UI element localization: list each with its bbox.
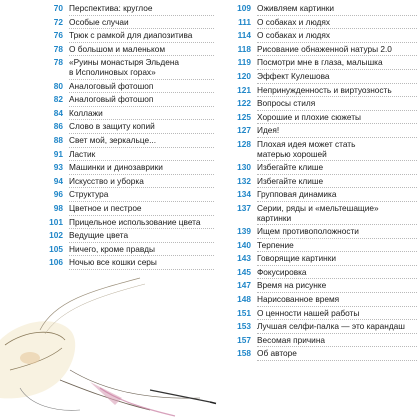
- toc-page-number: 158: [237, 348, 251, 359]
- toc-entry: [232, 293, 417, 307]
- toc-entry: [232, 138, 417, 161]
- toc-title: О собаках и людях: [257, 30, 330, 41]
- toc-page-number: 72: [53, 16, 63, 27]
- toc-left-column: [44, 2, 214, 270]
- toc-entry: [44, 134, 214, 148]
- toc-entry: [232, 307, 417, 321]
- toc-title: Терпение: [257, 239, 294, 250]
- toc-entry: [232, 97, 417, 111]
- toc-page-number: 118: [237, 43, 251, 54]
- toc-title: Аналоговый фотошоп: [69, 94, 154, 105]
- toc-entry: [44, 80, 214, 94]
- toc-title: Вопросы стиля: [257, 98, 316, 109]
- toc-title: Фокусировка: [257, 266, 307, 277]
- toc-entry: [232, 43, 417, 57]
- toc-entry: [232, 29, 417, 43]
- toc-title: Ночью все кошки серы: [69, 257, 157, 268]
- toc-page-number: 143: [237, 253, 251, 264]
- toc-page-number: 148: [237, 294, 251, 305]
- toc-page-number: 96: [53, 189, 63, 200]
- toc-page-number: 134: [237, 189, 251, 200]
- toc-title: Ведущие цвета: [69, 230, 129, 241]
- toc-page-number: 145: [237, 266, 251, 277]
- toc-entry: [232, 334, 417, 348]
- toc-title: Цветное и пестрое: [69, 202, 142, 213]
- toc-page-number: 125: [237, 111, 251, 122]
- toc-entry: [44, 148, 214, 162]
- toc-entry: [232, 320, 417, 334]
- toc-page-number: 70: [53, 3, 63, 13]
- toc-page-number: 130: [237, 162, 251, 173]
- toc-entry: [44, 107, 214, 121]
- toc-page-number: 84: [53, 107, 63, 118]
- toc-title: Непринужденность и виртуозность: [257, 84, 392, 95]
- toc-title: Структура: [69, 189, 109, 200]
- toc-page-number: 78: [53, 43, 63, 54]
- toc-title: Время на рисунке: [257, 280, 327, 291]
- toc-entry: [44, 120, 214, 134]
- toc-title: Идея!: [257, 125, 280, 136]
- toc-entry: [232, 16, 417, 30]
- toc-page-number: 80: [53, 80, 63, 91]
- toc-title: О ценности нашей работы: [257, 307, 360, 318]
- toc-page-number: 78: [53, 57, 63, 68]
- toc-page-number: 127: [237, 125, 251, 136]
- toc-entry: [232, 111, 417, 125]
- toc-page-number: 137: [237, 202, 251, 213]
- toc-entry: [44, 43, 214, 57]
- toc-page-number: 147: [237, 280, 251, 291]
- toc-entry: [232, 202, 417, 225]
- toc-page-number: 122: [237, 98, 251, 109]
- toc-entry: [232, 84, 417, 98]
- toc-title: Плохая идея может стать матерью хорошей: [257, 138, 356, 159]
- toc-title: Машинки и динозаврики: [69, 162, 163, 173]
- toc-title: О собаках и людях: [257, 16, 330, 27]
- toc-page-number: 153: [237, 321, 251, 332]
- toc-page-number: 132: [237, 175, 251, 186]
- toc-title: Оживляем картинки: [257, 3, 334, 13]
- toc-page-number: 139: [237, 226, 251, 237]
- toc-page-number: 94: [53, 175, 63, 186]
- toc-page-number: 76: [53, 30, 63, 41]
- toc-title: Посмотри мне в глаза, малышка: [257, 57, 383, 68]
- toc-entry: [232, 161, 417, 175]
- sketch-illustration-icon: [0, 270, 230, 420]
- toc-entry: [44, 161, 214, 175]
- toc-entry: [44, 243, 214, 257]
- toc-entry: [232, 225, 417, 239]
- toc-page-number: 157: [237, 334, 251, 345]
- toc-title: «Руины монастыря Эльдена в Исполиновых горах»: [69, 57, 180, 77]
- toc-page-number: 121: [237, 84, 251, 95]
- toc-title: Особые случаи: [69, 16, 129, 27]
- toc-title: Хорошие и плохие сюжеты: [257, 111, 362, 122]
- toc-entry: [232, 70, 417, 84]
- toc-page-number: 106: [49, 257, 63, 268]
- toc-title: Рисование обнаженной натуры 2.0: [257, 43, 392, 54]
- toc-title: Трюк с рамкой для диапозитива: [69, 30, 193, 41]
- toc-title: Групповая динамика: [257, 189, 337, 200]
- toc-page-number: 93: [53, 162, 63, 173]
- toc-title: Лучшая селфи-палка — это карандаш: [257, 321, 405, 332]
- toc-page-number: 101: [49, 216, 63, 227]
- toc-entry: [44, 175, 214, 189]
- toc-page-number: 151: [237, 307, 251, 318]
- toc-entry: [232, 2, 417, 16]
- toc-title: Прицельное использование цвета: [69, 216, 201, 227]
- toc-title: Искусство и уборка: [69, 175, 144, 186]
- toc-page-number: 114: [237, 30, 251, 41]
- toc-title: Аналоговый фотошоп: [69, 80, 154, 91]
- toc-entry: [232, 266, 417, 280]
- toc-title: Избегайте клише: [257, 175, 324, 186]
- toc-entry: [44, 2, 214, 16]
- toc-title: Нарисованное время: [257, 294, 340, 305]
- toc-page-number: 102: [49, 230, 63, 241]
- toc-page-number: 111: [238, 16, 251, 27]
- toc-entry: [232, 279, 417, 293]
- toc-title: Избегайте клише: [257, 162, 324, 173]
- toc-title: Слово в защиту копий: [69, 121, 155, 132]
- toc-entry: [232, 56, 417, 70]
- toc-entry: [44, 56, 214, 79]
- toc-title: Серии, ряды и «мельтешащие» картинки: [257, 202, 379, 223]
- toc-page-number: 128: [237, 138, 251, 149]
- toc-entry: [232, 175, 417, 189]
- toc-title: Перспектива: круглое: [69, 3, 153, 13]
- toc-entry: [232, 124, 417, 138]
- toc-page-number: 88: [53, 134, 63, 145]
- toc-entry: [44, 16, 214, 30]
- toc-page-number: 119: [237, 57, 251, 68]
- toc-title: Ищем противоположности: [257, 226, 359, 237]
- toc-right-column: [232, 2, 417, 361]
- toc-entry: [44, 229, 214, 243]
- toc-title: Весомая причина: [257, 334, 326, 345]
- toc-page-number: 86: [53, 121, 63, 132]
- toc-title: Свет мой, зеркальце...: [69, 134, 157, 145]
- toc-page-number: 91: [53, 148, 63, 159]
- toc-entry: [232, 188, 417, 202]
- toc-page-number: 82: [53, 94, 63, 105]
- toc-page-number: 140: [237, 239, 251, 250]
- toc-page-number: 98: [53, 202, 63, 213]
- toc-page-number: 120: [237, 70, 251, 81]
- toc-title: О большом и маленьком: [69, 43, 166, 54]
- toc-title: Ничего, кроме правды: [69, 243, 155, 254]
- toc-title: Говорящие картинки: [257, 253, 337, 264]
- toc-entry: [44, 29, 214, 43]
- toc-entry: [44, 202, 214, 216]
- toc-entry: [44, 188, 214, 202]
- toc-entry: [44, 93, 214, 107]
- toc-entry: [232, 239, 417, 253]
- toc-entry: [44, 216, 214, 230]
- toc-entry: [44, 256, 214, 270]
- toc-entry: [232, 252, 417, 266]
- toc-page-number: 109: [237, 3, 251, 13]
- toc-title: Коллажи: [69, 107, 103, 118]
- toc-title: Эффект Кулешова: [257, 70, 330, 81]
- toc-title: Ластик: [69, 148, 96, 159]
- toc-entry: [232, 347, 417, 361]
- toc-page-number: 105: [49, 243, 63, 254]
- toc-title: Об авторе: [257, 348, 297, 359]
- toc-separator: [257, 360, 417, 361]
